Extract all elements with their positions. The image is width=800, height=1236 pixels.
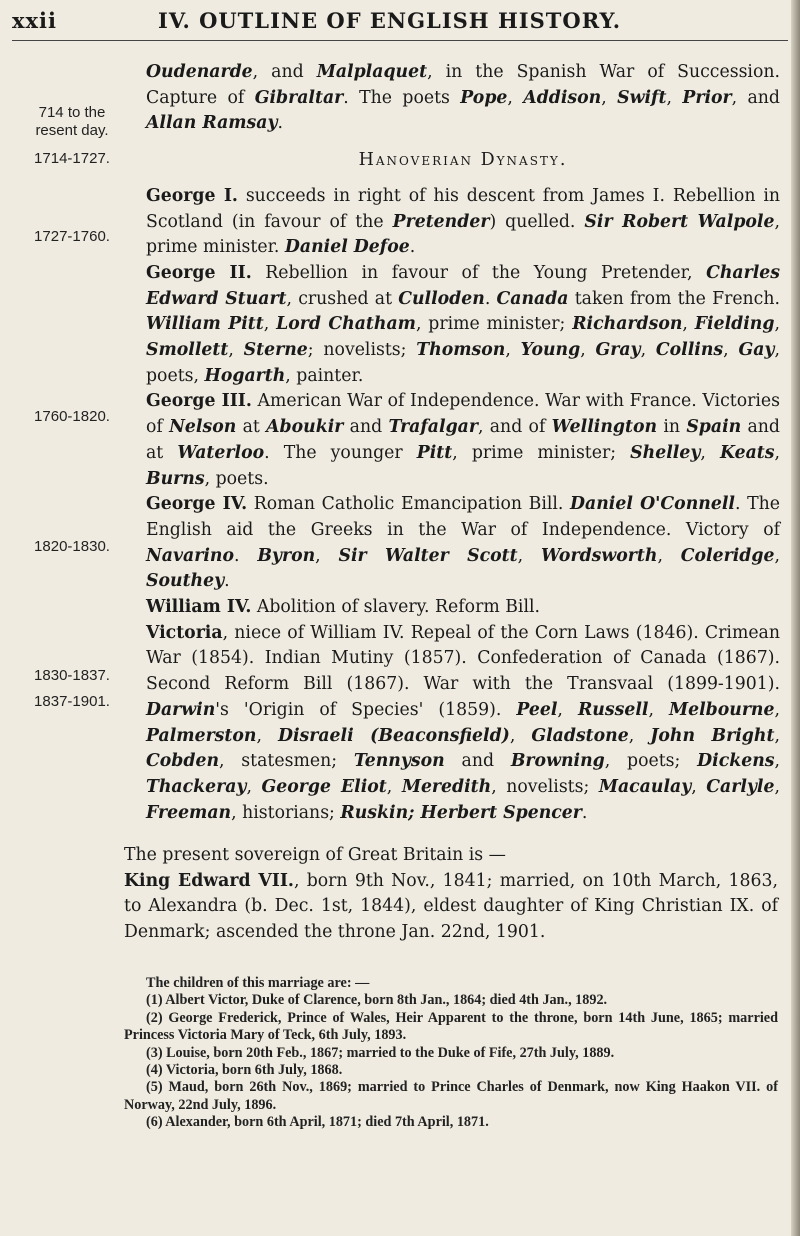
list-item: (5) Maud, born 26th Nov., 1869; married to Prince Charles of Denmark, now King Haakon VII. of Norway, 22nd July, 1896. [124, 1079, 778, 1113]
children-intro: The children of this marriage are: — [146, 975, 370, 991]
children-list [124, 975, 778, 1132]
page-header [12, 8, 782, 44]
date-range: 714 to the [38, 104, 106, 121]
list-item: (2) George Frederick, Prince of Wales, Heir Apparent to the throne, born 14th June, 1865; married Princess Victoria Mary of Teck, 6th July, 1893. [124, 1009, 778, 1044]
reign-george-i: George I. succeeds in right of his descent from James I. Rebellion in Scotland (in favour of the Pretender) quelled. Sir Robert Walpole, prime minister. Daniel Defoe. [146, 185, 780, 258]
reign-george-iv: George IV. Roman Catholic Emancipation Bill. Daniel O'Connell. The English aid the Greeks in the War of Independence. Victory of Navarino. Byron, Sir Walter Scott, Wordsworth, Coleridge, Southey. [146, 494, 780, 592]
date-range: 1820-1830. [34, 538, 110, 555]
section-heading: Hanoverian Dynasty. [358, 150, 568, 171]
main-text [146, 60, 780, 826]
reign-william-iv: William IV. Abolition of slavery. Reform Bill. [146, 597, 541, 618]
present-sovereign-note [124, 843, 778, 946]
intro-paragraph: Oudenarde, and Malplaquet, in the Spanish War of Succession. Capture of Gibraltar. The poets Pope, Addison, Swift, Prior, and Allan Ramsay. [146, 62, 780, 134]
date-range: 1830-1837. [34, 667, 110, 684]
date-range: 1714-1727. [34, 150, 110, 167]
header-rule [12, 40, 788, 41]
note-body: King Edward VII., born 9th Nov., 1841; married, on 10th March, 1863, to Alexandra (b. Dec. 1st, 1844), eldest daughter of King Christian IX. of Denmark; ascended the throne Jan. 22nd, 1901. [124, 870, 778, 943]
date-range: resent day. [35, 122, 109, 139]
date-range: 1727-1760. [34, 228, 110, 245]
list-item: (1) Albert Victor, Duke of Clarence, born 8th Jan., 1864; died 4th Jan., 1892. [146, 992, 608, 1009]
reign-victoria: Victoria, niece of William IV. Repeal of the Corn Laws (1846). Crimean War (1854). Indian Mutiny (1857). Confederation of Canada (1867). Second Reform Bill (1867). War with the Transvaal (1899-1901). Darwin's 'Origin of Species' (1859). Peel, Russell, Melbourne, Palmerston, Disraeli (Beaconsfield), Gladstone, John Bright, Cobden, statesmen; Tennyson and Browning, poets; Dickens, Thackeray, George Eliot, Meredith, novelists; Macaulay, Carlyle, Freeman, historians; Ruskin; Herbert Spencer. [146, 622, 781, 823]
reign-george-ii: George II. Rebellion in favour of the Young Pretender, Charles Edward Stuart, crushed at Culloden. Canada taken from the French. William Pitt, Lord Chatham, prime minister; Richardson, Fielding, Smollett, Sterne; novelists; Thomson, Young, Gray, Collins, Gay, poets, Hogarth, painter. [146, 262, 780, 386]
page-number: xxii [12, 8, 57, 33]
list-item: (4) Victoria, born 6th July, 1868. [146, 1062, 343, 1079]
list-item: (3) Louise, born 20th Feb., 1867; married to the Duke of Fife, 27th July, 1889. [146, 1044, 615, 1061]
date-range: 1837-1901. [34, 693, 110, 710]
list-item: (6) Alexander, born 6th April, 1871; died 7th April, 1871. [146, 1114, 489, 1131]
reign-george-iii: George III. American War of Independence. War with France. Victories of Nelson at Aboukir and Trafalgar, and of Wellington in Spain and at Waterloo. The younger Pitt, prime minister; Shelley, Keats, Burns, poets. [146, 391, 780, 489]
page-edge [791, 0, 800, 1236]
note-intro: The present sovereign of Great Britain is — [124, 845, 506, 865]
date-range: 1760-1820. [34, 408, 110, 425]
running-title: IV. OUTLINE OF ENGLISH HISTORY. [158, 8, 622, 33]
